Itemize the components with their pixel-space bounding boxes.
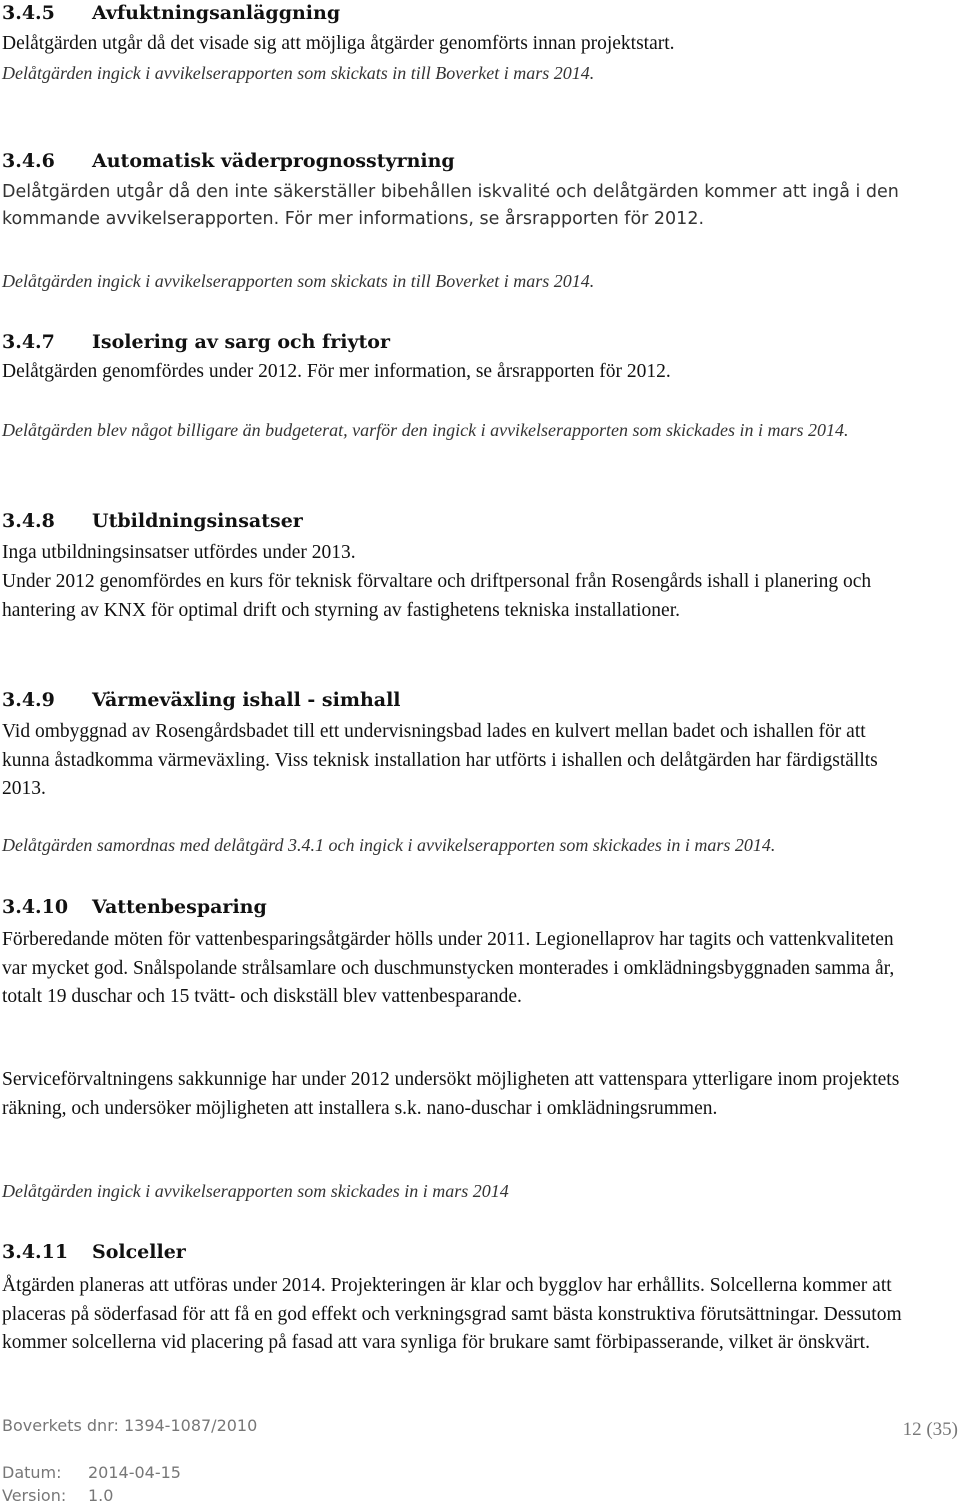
paragraph: Under 2012 genomfördes en kurs för teknisk förvaltare och driftpersonal från Rosengårds ishall i planering och hantering av KNX för optimal drift och styrning av fastighetens tekniska installationer. [2, 571, 872, 621]
section-title: Utbildningsinsatser [92, 510, 303, 532]
section-title: Automatisk väderprognosstyrning [92, 150, 455, 172]
section-title: Isolering av sarg och friytor [92, 331, 390, 353]
section-number: 3.4.11 [2, 1241, 69, 1263]
section-number: 3.4.7 [2, 331, 55, 353]
paragraph: Vid ombyggnad av Rosengårdsbadet till ett undervisningsbad lades en kulvert mellan badet och ishallen för att kunna åstadkomma värmeväxling. Viss teknisk installation har utförts i ishallen och delåtgärden har färdigställts 2013. [2, 721, 878, 799]
section-title: Avfuktningsanläggning [92, 2, 341, 24]
footer-version-label: Version: [2, 1486, 67, 1505]
paragraph: Delåtgärden utgår då den inte säkerställer bibehållen iskvalité och delåtgärden kommer att ingå i den kommande avvikelserapporten. För mer informations, se årsrapporten för 2012. [2, 182, 899, 229]
section-heading [2, 149, 455, 173]
paragraph: Åtgärden planeras att utföras under 2014. Projekteringen är klar och bygglov har erhållits. Solcellerna kommer att placeras på söderfasad för att få en god effekt och verkningsgrad samt bästa konstruktiva förutsättningar. Dessutom kommer solcellerna vid placering på fasad att vara synliga för brukare samt förbipasserande, vilket är önskvärt. [2, 1275, 902, 1353]
section-number: 3.4.5 [2, 2, 55, 24]
italic-paragraph: Delåtgärden ingick i avvikelserapporten som skickats in till Boverket i mars 2014. [2, 63, 595, 83]
paragraph: Förberedande möten för vattenbesparingsåtgärder hölls under 2011. Legionellaprov har tagits och vattenkvaliteten var mycket god. Snålspolande strålsamlare och duschmunstycken monterades i omklädningsbyggnaden samma år, totalt 19 duschar och 15 tvätt- och diskställ blev vattenbesparande. [2, 929, 895, 1007]
section-heading [2, 1240, 186, 1264]
section-heading [2, 1, 340, 25]
section-title: Vattenbesparing [92, 896, 267, 918]
italic-paragraph: Delåtgärden samordnas med delåtgärd 3.4.1 och ingick i avvikelserapporten som skickades in i mars 2014. [2, 835, 776, 855]
section-heading [2, 509, 303, 533]
section-number: 3.4.6 [2, 150, 55, 172]
paragraph: Inga utbildningsinsatser utfördes under 2013. [2, 542, 356, 563]
section-number: 3.4.10 [2, 896, 69, 918]
section-title: Värmeväxling ishall - simhall [92, 689, 401, 711]
italic-paragraph: Delåtgärden ingick i avvikelserapporten som skickats in till Boverket i mars 2014. [2, 271, 595, 291]
footer-dnr: Boverkets dnr: 1394-1087/2010 [2, 1416, 258, 1435]
paragraph: Delåtgärden utgår då det visade sig att möjliga åtgärder genomförts innan projektstart. [2, 33, 675, 54]
paragraph: Delåtgärden genomfördes under 2012. För mer information, se årsrapporten för 2012. [2, 361, 671, 382]
footer-version-value: 1.0 [88, 1486, 114, 1505]
section-heading [2, 895, 267, 919]
footer-date-label: Datum: [2, 1463, 62, 1482]
section-number: 3.4.9 [2, 689, 55, 711]
section-heading [2, 688, 401, 712]
section-number: 3.4.8 [2, 510, 55, 532]
italic-paragraph: Delåtgärden blev något billigare än budgeterat, varför den ingick i avvikelserapporten som skickades in i mars 2014. [2, 420, 849, 440]
footer-date-value: 2014-04-15 [88, 1463, 181, 1482]
paragraph: Serviceförvaltningens sakkunnige har under 2012 undersökt möjligheten att vattenspara ytterligare inom projektets räkning, och undersöker möjligheten att installera s.k. nano-duschar i omklädningsrummen. [2, 1069, 900, 1119]
italic-paragraph: Delåtgärden ingick i avvikelserapporten som skickades in i mars 2014 [2, 1181, 509, 1201]
page-number: 12 (35) [902, 1419, 958, 1440]
section-title: Solceller [92, 1241, 186, 1263]
section-heading [2, 330, 390, 354]
